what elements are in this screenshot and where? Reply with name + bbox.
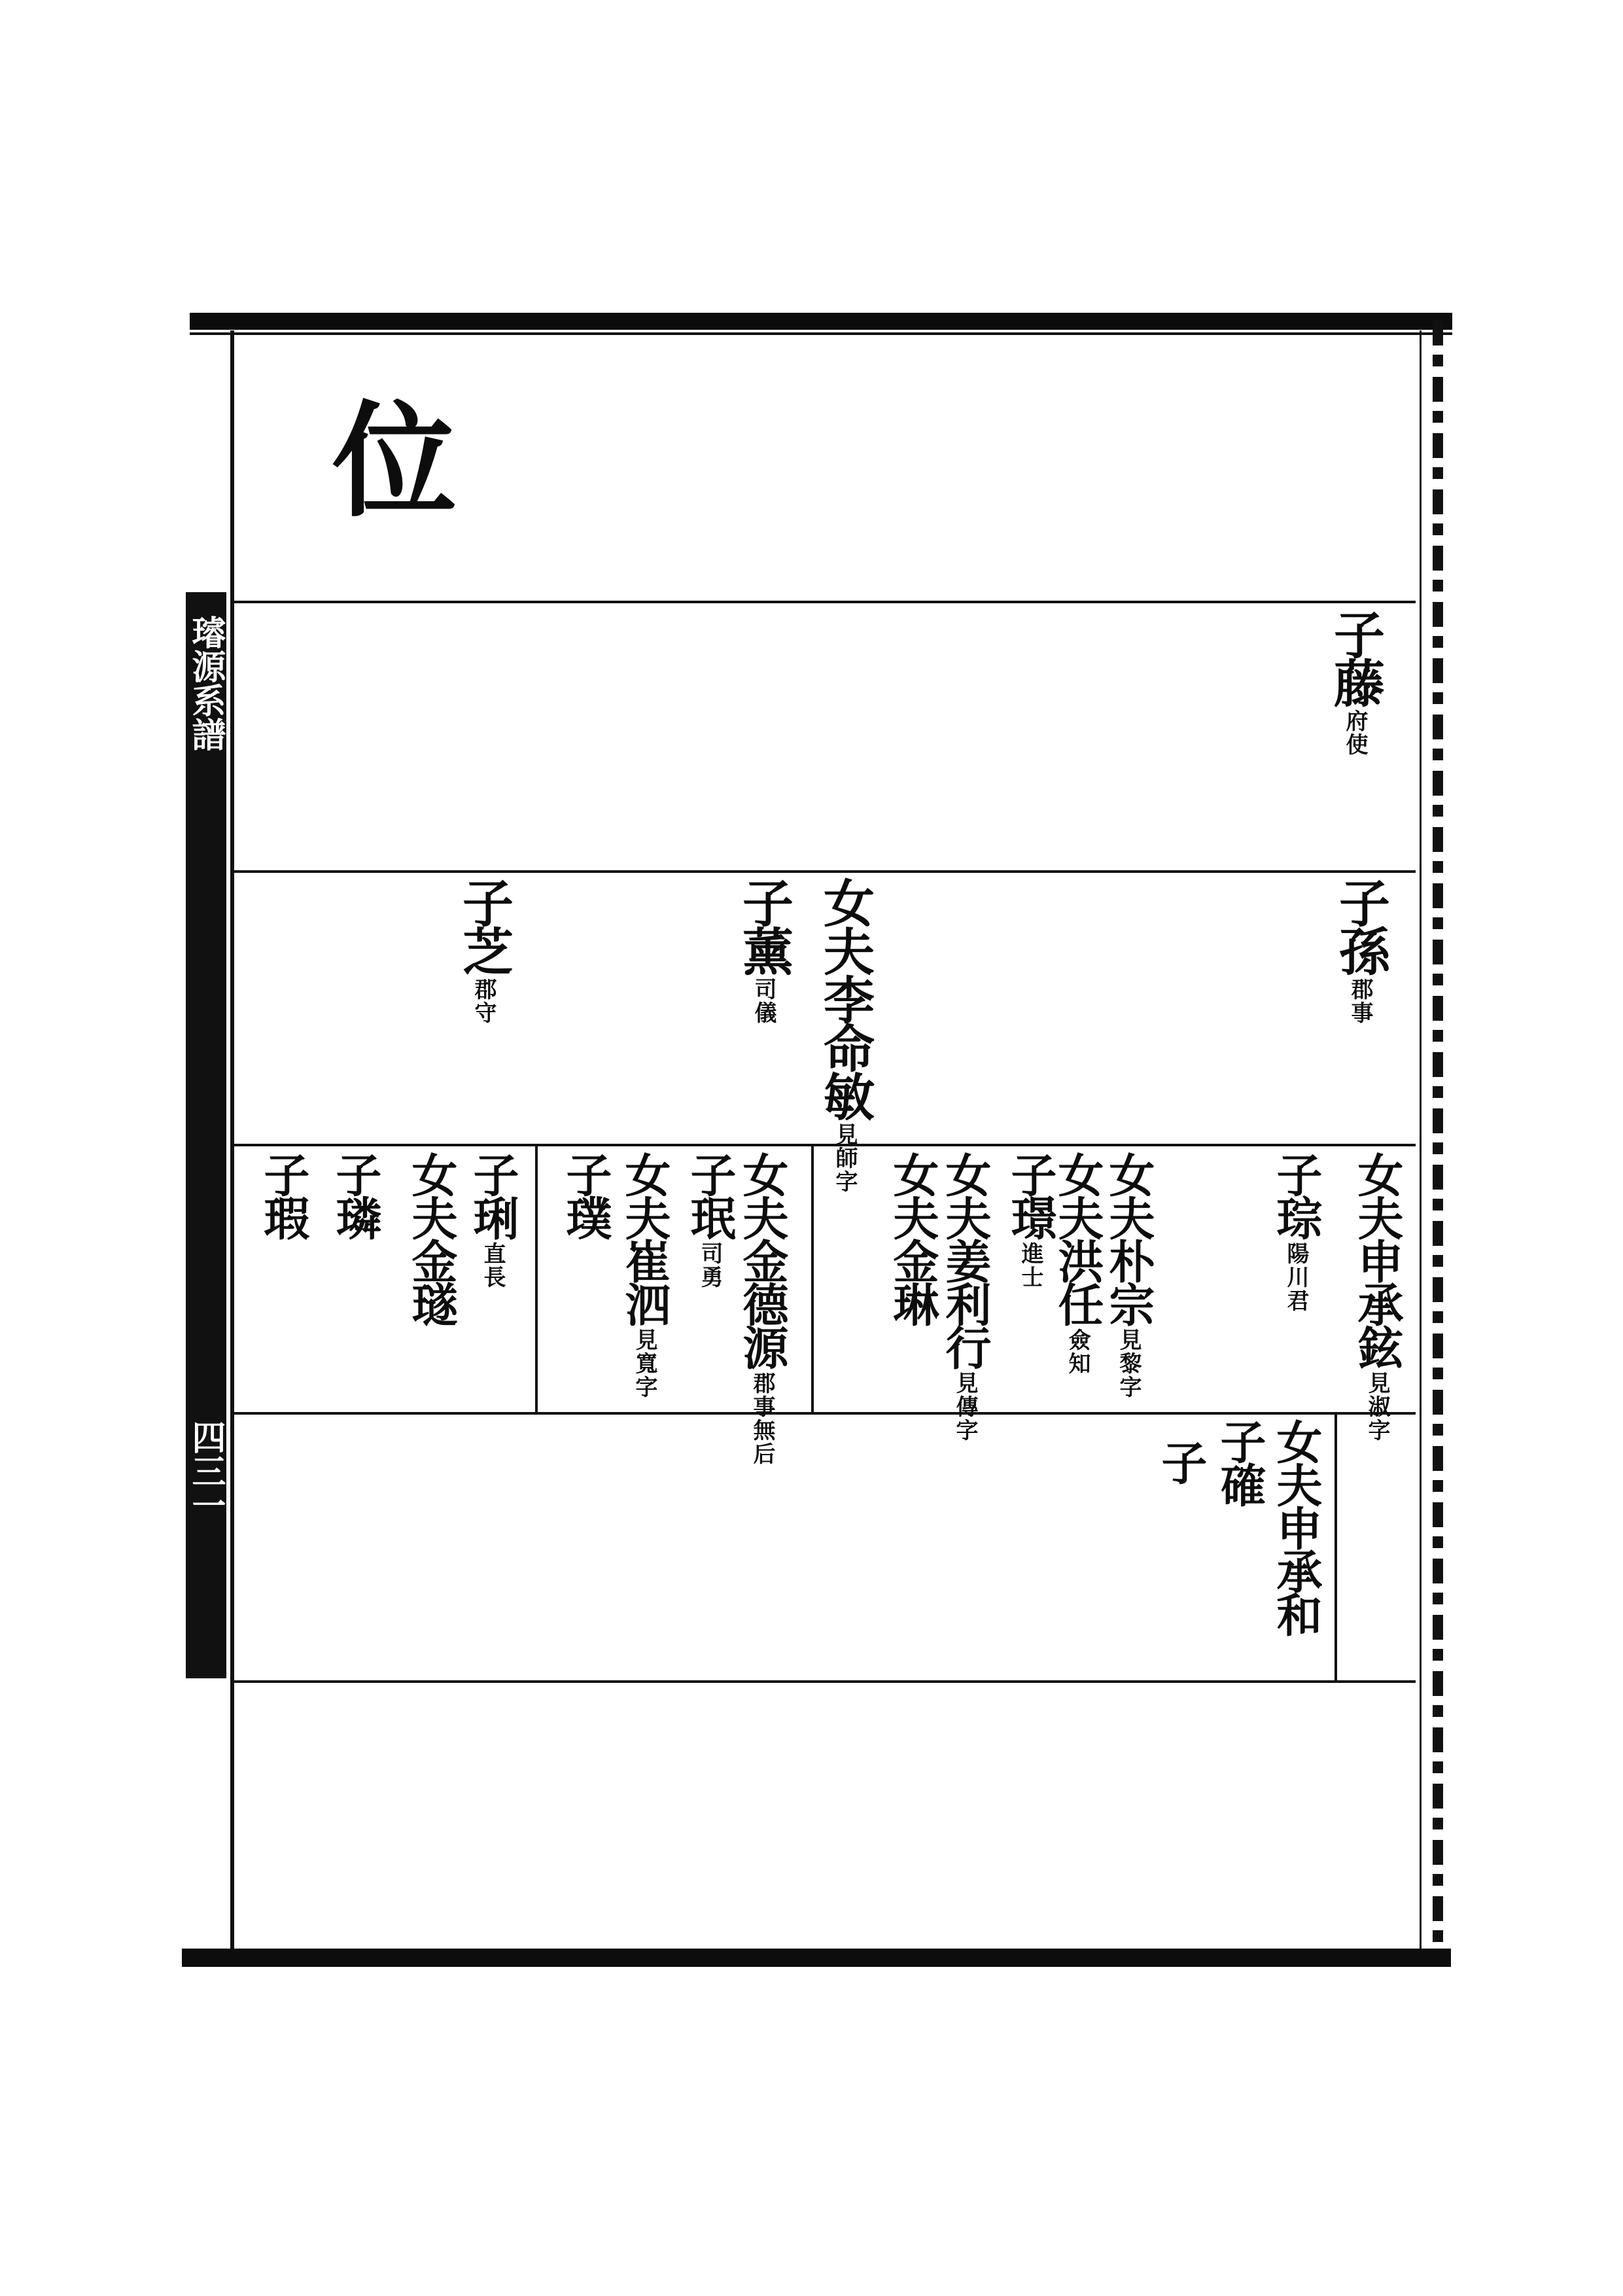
bottom-border xyxy=(182,1949,1451,1967)
entry-note: 見淑字 xyxy=(1364,1371,1390,1442)
branch-divider-a xyxy=(535,1145,538,1413)
entry-row3-8 xyxy=(683,1152,737,1289)
entry-name: 子孫 xyxy=(1331,877,1390,974)
entry-row3-11 xyxy=(466,1152,520,1289)
entry-name: 子瑕 xyxy=(256,1152,311,1238)
entry-name: 子 xyxy=(1154,1439,1208,1483)
entry-row2-0 xyxy=(1331,877,1390,1025)
spine-page-marker: 四三一 xyxy=(186,1420,226,1522)
row-divider-4 xyxy=(230,1412,1416,1415)
branch-divider-c xyxy=(1335,1413,1337,1682)
entry-note: 司勇 xyxy=(697,1242,723,1289)
entry-name: 子珉 xyxy=(683,1152,737,1238)
entry-note: 陽川君 xyxy=(1283,1242,1309,1313)
entry-name: 子琍 xyxy=(466,1152,520,1238)
entry-row3-13 xyxy=(328,1152,383,1242)
entry-row3-9 xyxy=(618,1152,672,1399)
entry-name: 子琮 xyxy=(1269,1152,1323,1238)
top-border xyxy=(190,313,1452,330)
entry-note: 郡事無后 xyxy=(749,1371,775,1466)
entry-row3-5 xyxy=(938,1152,992,1442)
entry-row3-6 xyxy=(886,1152,940,1328)
entry-row4-2 xyxy=(1154,1439,1208,1483)
entry-note: 司儀 xyxy=(750,978,777,1025)
spine-label: 璿源系譜 xyxy=(186,615,226,751)
entry-note: 見傳字 xyxy=(952,1371,978,1442)
entry-note: 直長 xyxy=(480,1242,506,1289)
entry-row2-3 xyxy=(454,877,514,1025)
entry-note: 進士 xyxy=(1017,1242,1043,1289)
entry-row1-0 xyxy=(1325,609,1385,756)
entry-note: 府使 xyxy=(1342,709,1368,756)
entry-name: 女夫洪任 xyxy=(1051,1152,1105,1324)
entry-row2-2 xyxy=(734,877,794,1025)
row-divider-2 xyxy=(230,870,1416,873)
entry-note: 僉知 xyxy=(1064,1328,1091,1375)
branch-divider-b xyxy=(811,1145,814,1413)
entry-note: 郡守 xyxy=(470,978,497,1025)
entry-row2-1 xyxy=(815,877,875,1193)
row-divider-5 xyxy=(230,1680,1416,1683)
entry-name: 子芝 xyxy=(454,877,514,974)
entry-row3-2 xyxy=(1102,1152,1156,1399)
entry-row4-0 xyxy=(1269,1419,1323,1634)
entry-row4-1 xyxy=(1213,1419,1267,1505)
right-edge-border xyxy=(1433,321,1443,1963)
entry-row3-3 xyxy=(1051,1152,1105,1375)
entry-note: 見寬字 xyxy=(631,1328,657,1399)
entry-name: 子藤 xyxy=(1325,609,1385,705)
entry-name: 子璘 xyxy=(328,1152,383,1238)
entry-row3-1 xyxy=(1269,1152,1323,1313)
entry-name: 子璟 xyxy=(1003,1152,1058,1238)
entry-name: 女夫金德源 xyxy=(735,1152,790,1368)
entry-name: 女夫姜利行 xyxy=(938,1152,992,1368)
entry-name: 女夫申承鉉 xyxy=(1350,1152,1405,1368)
entry-row3-7 xyxy=(735,1152,790,1466)
entry-name: 女夫李命敏 xyxy=(815,877,875,1119)
entry-name: 女夫金琳 xyxy=(886,1152,940,1324)
entry-name: 子璞 xyxy=(559,1152,613,1238)
entry-row3-12 xyxy=(404,1152,459,1328)
entry-name: 子確 xyxy=(1213,1419,1267,1505)
page-title: 位 xyxy=(332,388,457,534)
entry-name: 女夫朴宗 xyxy=(1102,1152,1156,1324)
row-divider-1 xyxy=(230,601,1416,603)
entry-row3-0 xyxy=(1350,1152,1405,1442)
entry-row3-14 xyxy=(256,1152,311,1242)
entry-note: 郡事 xyxy=(1347,978,1373,1025)
entry-row3-4 xyxy=(1003,1152,1058,1289)
entry-name: 子薰 xyxy=(734,877,794,974)
entry-note: 見師字 xyxy=(831,1123,858,1193)
entry-name: 女夫崔泗 xyxy=(618,1152,672,1324)
entry-note: 見黎字 xyxy=(1115,1328,1142,1399)
entry-row3-10 xyxy=(559,1152,613,1242)
entry-name: 女夫申承和 xyxy=(1269,1419,1323,1634)
entry-name: 女夫金璲 xyxy=(404,1152,459,1324)
